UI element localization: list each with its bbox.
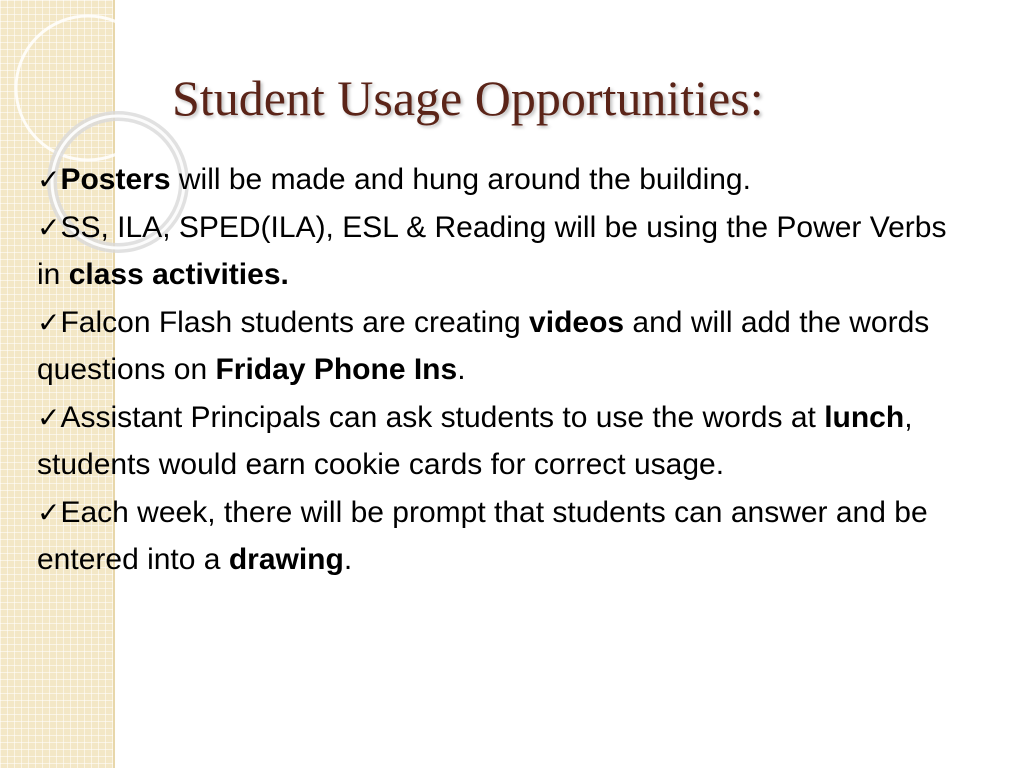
bullet-text: Assistant Principals can ask students to use the words at bbox=[60, 400, 825, 434]
bullet-text: . bbox=[457, 353, 466, 386]
bullet-drawing bbox=[37, 489, 967, 584]
checkmark-icon: ✓ bbox=[37, 401, 61, 433]
bullet-text: Each week, there will be prompt that students can answer and be entered into a bbox=[37, 495, 928, 576]
bold-text: videos bbox=[529, 305, 625, 339]
bullet-list bbox=[37, 156, 967, 584]
slide-title: Student Usage Opportunities: bbox=[172, 70, 764, 126]
bullet-videos bbox=[37, 299, 967, 394]
bold-text: Friday Phone Ins bbox=[215, 353, 458, 386]
bold-text: drawing bbox=[228, 543, 344, 576]
checkmark-icon: ✓ bbox=[37, 496, 61, 528]
bold-text: lunch bbox=[824, 400, 905, 434]
bullet-text: and will add the words questions on bbox=[37, 305, 930, 386]
bullet-text: will be made and hung around the building. bbox=[170, 163, 751, 196]
checkmark-icon: ✓ bbox=[37, 211, 61, 243]
bullet-lunch bbox=[37, 394, 967, 489]
bold-text: class activities. bbox=[68, 258, 289, 291]
bold-text: Posters bbox=[60, 163, 171, 196]
bullet-text: Falcon Flash students are creating bbox=[60, 305, 530, 339]
bullet-text: . bbox=[343, 543, 353, 576]
bullet-text: , students would earn cookie cards for correct usage. bbox=[37, 400, 913, 481]
bullet-text: SS, ILA, SPED(ILA), ESL & Reading will be using the Power Verbs in bbox=[37, 210, 947, 291]
checkmark-icon: ✓ bbox=[37, 306, 61, 338]
checkmark-icon: ✓ bbox=[37, 164, 61, 195]
bullet-posters bbox=[37, 156, 967, 204]
bullet-class-activities bbox=[37, 204, 967, 299]
